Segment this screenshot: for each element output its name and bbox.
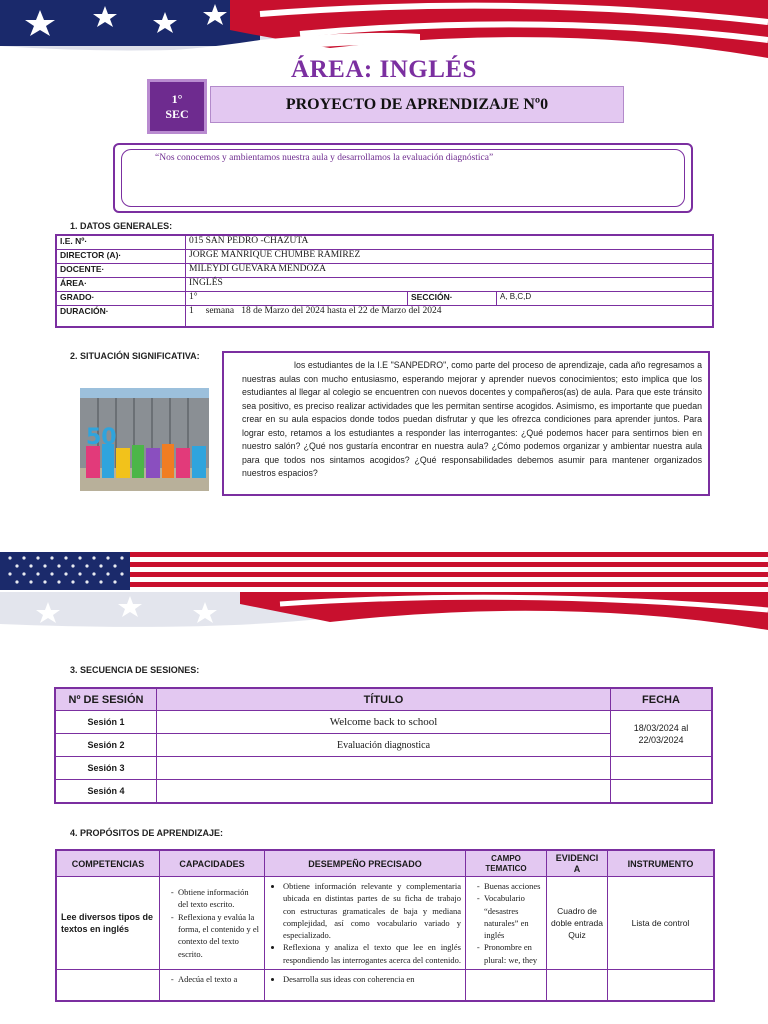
capacidades-list [164, 973, 260, 985]
situacion-significativa-box [222, 351, 710, 496]
project-title-bar: PROYECTO DE APRENDIZAJE Nº0 [210, 86, 624, 123]
page-gap [0, 520, 768, 552]
session-number: Sesión 1 [55, 711, 157, 734]
column-header: DESEMPEÑO PRECISADO [265, 850, 466, 877]
table-header-row [55, 688, 712, 711]
column-header-part: TEMATICO [485, 863, 527, 873]
grade-badge [147, 79, 207, 134]
column-header: Nº DE SESIÓN [55, 688, 157, 711]
table-row [56, 278, 713, 292]
evidencia-cell: Cuadro de doble entrada Quiz [547, 877, 608, 970]
table-row [55, 757, 712, 780]
evidencia-cell [547, 970, 608, 1002]
column-header: COMPETENCIAS [56, 850, 160, 877]
date-end: 22/03/2024 [638, 734, 684, 745]
grade-badge-grade: 1° [171, 92, 183, 106]
desempeno-cell [265, 877, 466, 970]
sesiones-table [54, 687, 713, 804]
session-number: Sesión 2 [55, 734, 157, 757]
list-item: - Pronombre en plural: we, they [484, 941, 542, 966]
column-header: CAPACIDADES [160, 850, 265, 877]
session-title: Welcome back to school [157, 711, 611, 734]
session-date [611, 757, 713, 780]
table-row [56, 250, 713, 264]
usa-flag-decoration [0, 0, 768, 62]
flag-banner-page2 [0, 552, 768, 632]
row-value: JORGE MANRIQUE CHUMBE RAMIREZ [186, 250, 714, 264]
table-row [56, 306, 713, 328]
row-label: GRADO· [56, 292, 186, 306]
flag-banner-top [0, 0, 768, 62]
capacidades-cell [160, 877, 265, 970]
row-value: 1° [186, 292, 408, 306]
list-item: - Reflexiona y evalúa la forma, el contenido y el contexto del texto escrito. [178, 911, 260, 960]
list-item: - Adecúa el texto a [178, 973, 260, 985]
instrumento-cell [608, 970, 715, 1002]
session-title [157, 780, 611, 804]
competencia-cell: Lee diversos tipos de textos en inglés [56, 877, 160, 970]
table-row [56, 235, 713, 250]
campo-tematico-cell [466, 877, 547, 970]
table-row [56, 877, 714, 970]
column-header: INSTRUMENTO [608, 850, 715, 877]
row-label: I.E. Nº· [56, 235, 186, 250]
desempeno-list [269, 880, 461, 966]
row-value: 1 semana 18 de Marzo del 2024 hasta el 22 de Marzo del 2024 [186, 306, 714, 328]
list-item: • Obtiene información relevante y complementaria ubicada en distintas partes de su ficha de trabajo con estructuras gramaticales de baja y mediana complejidad, así como vocabulario variado y especializado. [283, 880, 461, 941]
session-number: Sesión 4 [55, 780, 157, 804]
datos-generales-table [55, 234, 714, 328]
instrumento-cell: Lista de control [608, 877, 715, 970]
row-value-2: A, B,C,D [497, 292, 714, 306]
project-quote: “Nos conocemos y ambientamos nuestra aula y desarrollamos la evaluación diagnóstica” [155, 153, 494, 163]
section-heading-sesiones: 3. SECUENCIA DE SESIONES: [70, 665, 200, 675]
usa-flag-decoration [0, 552, 768, 632]
campo-list [470, 880, 542, 966]
column-header: FECHA [611, 688, 713, 711]
row-label-2: SECCIÓN· [408, 292, 497, 306]
row-label: DOCENTE· [56, 264, 186, 278]
project-quote-box [113, 143, 693, 213]
campo-tematico-cell [466, 970, 547, 1002]
area-title: ÁREA: INGLÉS [291, 56, 477, 83]
situacion-text: los estudiantes de la I.E "SANPEDRO", como parte del proceso de aprendizaje, cada año regresamos a nuestras aulas con mucho entusiasmo, esperando mejorar y aprender nuevos conocimientos; esto implica que los estudiantes al llegar al colegio se encuentren con nuevos docentes y compañeros(as) de aula. Para que este tránsito sea positivo, es preciso realizar actividades que les permitan sentirse acogidos. Asimismo, es importante que puedan crear en su aula espacios donde todos puedan disfrutar y que les ofrezca condiciones para aprender juntos. Para lograr esto, retamos a los estudiantes a responder las interrogantes: ¿Qué podemos hacer para sentirnos bien en nuestro salón? ¿Qué nos gustaría encontrar en nuestra aula? ¿Cómo podemos organizar y ambientar nuestra aula para que todos nos sintamos acogidos? ¿Qué responsabilidades debemos asumir para mantener organizados nuestros espacios? [242, 360, 702, 478]
row-value: MILEYDI GUEVARA MENDOZA [186, 264, 714, 278]
table-row [55, 711, 712, 734]
list-item: - Obtiene información del texto escrito. [178, 886, 260, 911]
row-label: DURACIÓN· [56, 306, 186, 328]
row-label: ÁREA· [56, 278, 186, 292]
desempeno-cell [265, 970, 466, 1002]
session-title: Evaluación diagnostica [157, 734, 611, 757]
capacidades-list [164, 886, 260, 960]
column-header: TÍTULO [157, 688, 611, 711]
column-header [466, 850, 547, 877]
row-label: DIRECTOR (A)· [56, 250, 186, 264]
list-item: - Buenas acciones [484, 880, 542, 892]
column-header-part: CAMPO [491, 853, 521, 863]
section-heading-situacion: 2. SITUACIÓN SIGNIFICATIVA: [70, 351, 200, 361]
table-row [56, 292, 713, 306]
grade-badge-level: SEC [165, 107, 189, 121]
capacidades-cell [160, 970, 265, 1002]
session-number: Sesión 3 [55, 757, 157, 780]
row-value: 015 SAN PEDRO -CHAZUTA [186, 235, 714, 250]
session-date [611, 780, 713, 804]
table-row [55, 780, 712, 804]
svg-text:50: 50 [86, 425, 117, 450]
table-header-row [56, 850, 714, 877]
session-title [157, 757, 611, 780]
section-heading-datos: 1. DATOS GENERALES: [70, 221, 173, 231]
competencia-cell [56, 970, 160, 1002]
date-start: 18/03/2024 al [633, 722, 689, 733]
classroom-wall-image [80, 388, 209, 491]
list-item: • Reflexiona y analiza el texto que lee en inglés respondiendo las interrogantes acerca del contenido. [283, 941, 461, 966]
list-item: • Desarrolla sus ideas con coherencia en [283, 973, 461, 985]
column-header-part: EVIDENCI [555, 852, 599, 863]
section-heading-propositos: 4. PROPÓSITOS DE APRENDIZAJE: [70, 828, 224, 838]
desempeno-list [269, 973, 461, 985]
list-item: - Vocabulario “desastres naturales” en inglés [484, 892, 542, 941]
column-header-part: A [573, 863, 581, 874]
table-row [56, 264, 713, 278]
row-value: INGLÉS [186, 278, 714, 292]
session-date [611, 711, 713, 757]
column-header [547, 850, 608, 877]
table-row [56, 970, 714, 1002]
propositos-table [55, 849, 715, 1002]
